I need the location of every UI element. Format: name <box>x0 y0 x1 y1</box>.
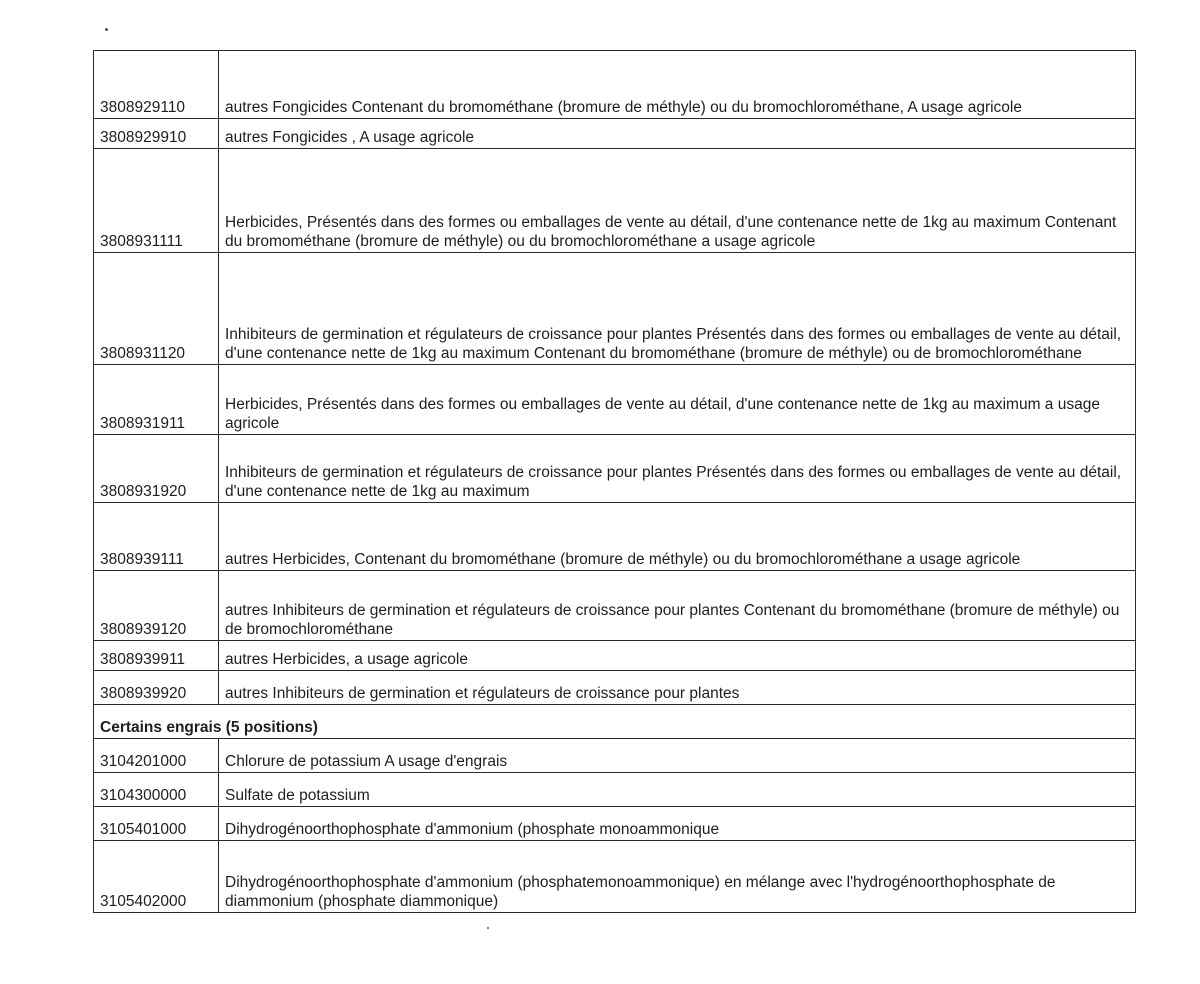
tariff-code: 3808931111 <box>94 149 219 253</box>
tariff-code: 3808939911 <box>94 641 219 671</box>
table-row <box>94 671 1136 705</box>
tariff-description: autres Inhibiteurs de germination et régulateurs de croissance pour plantes Contenant du bromométhane (bromure de méthyle) ou de bromochlorométhane <box>219 571 1136 641</box>
tariff-code: 3808931911 <box>94 365 219 435</box>
scan-speck <box>105 28 108 31</box>
tariff-code: 3808939111 <box>94 503 219 571</box>
table-row <box>94 253 1136 365</box>
table-row <box>94 773 1136 807</box>
tariff-description: Inhibiteurs de germination et régulateurs de croissance pour plantes Présentés dans des formes ou emballages de vente au détail, d'une contenance nette de 1kg au maximum <box>219 435 1136 503</box>
tariff-description: Inhibiteurs de germination et régulateurs de croissance pour plantes Présentés dans des formes ou emballages de vente au détail, d'une contenance nette de 1kg au maximum Contenant du bromométhane (bromure de méthyle) ou de bromochlorométhane <box>219 253 1136 365</box>
tariff-code: 3808929910 <box>94 119 219 149</box>
tariff-description: autres Fongicides , A usage agricole <box>219 119 1136 149</box>
tariff-code: 3105401000 <box>94 807 219 841</box>
tariff-description: autres Herbicides, Contenant du bromométhane (bromure de méthyle) ou du bromochlorométhane a usage agricole <box>219 503 1136 571</box>
table-row <box>94 435 1136 503</box>
section-header-row <box>94 705 1136 739</box>
table-row <box>94 503 1136 571</box>
tariff-code: 3105402000 <box>94 841 219 913</box>
tariff-code: 3808931920 <box>94 435 219 503</box>
table-row <box>94 841 1136 913</box>
tariff-description: Dihydrogénoorthophosphate d'ammonium (phosphatemonoammonique) en mélange avec l'hydrogénoorthophosphate de diammonium (phosphate diammonique) <box>219 841 1136 913</box>
tariff-description: Sulfate de potassium <box>219 773 1136 807</box>
table-row <box>94 807 1136 841</box>
tariff-code: 3808929110 <box>94 51 219 119</box>
tariff-description: autres Fongicides Contenant du bromométhane (bromure de méthyle) ou du bromochlorométhane, A usage agricole <box>219 51 1136 119</box>
table-row <box>94 641 1136 671</box>
tariff-description: autres Herbicides, a usage agricole <box>219 641 1136 671</box>
table-row <box>94 739 1136 773</box>
tariff-code: 3808931120 <box>94 253 219 365</box>
tariff-description: Dihydrogénoorthophosphate d'ammonium (phosphate monoammonique <box>219 807 1136 841</box>
section-title: Certains engrais (5 positions) <box>94 705 1136 739</box>
tariff-code: 3104201000 <box>94 739 219 773</box>
scan-speck <box>487 927 489 929</box>
tariff-description: Herbicides, Présentés dans des formes ou emballages de vente au détail, d'une contenance nette de 1kg au maximum a usage agricole <box>219 365 1136 435</box>
tariff-description: autres Inhibiteurs de germination et régulateurs de croissance pour plantes <box>219 671 1136 705</box>
tariff-description: Chlorure de potassium A usage d'engrais <box>219 739 1136 773</box>
tariff-table <box>93 50 1136 913</box>
table-row <box>94 51 1136 119</box>
tariff-code: 3808939120 <box>94 571 219 641</box>
table-row <box>94 571 1136 641</box>
table-row <box>94 365 1136 435</box>
tariff-description: Herbicides, Présentés dans des formes ou emballages de vente au détail, d'une contenance nette de 1kg au maximum Contenant du bromométhane (bromure de méthyle) ou du bromochlorométhane a usage agricole <box>219 149 1136 253</box>
table-row <box>94 119 1136 149</box>
tariff-code: 3104300000 <box>94 773 219 807</box>
table-row <box>94 149 1136 253</box>
tariff-code: 3808939920 <box>94 671 219 705</box>
